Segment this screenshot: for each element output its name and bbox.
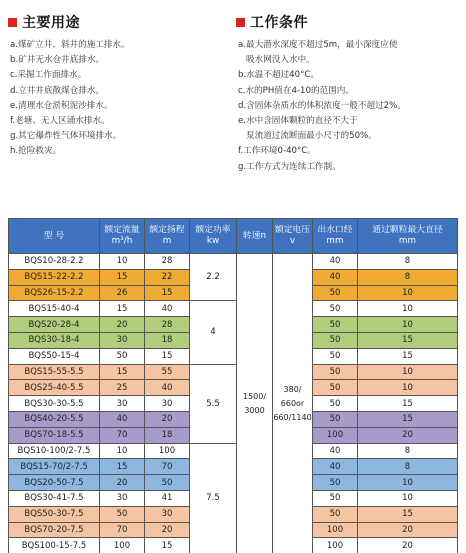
header-flow: [100, 219, 145, 254]
header-head-unit: m: [162, 236, 172, 246]
cell-flow: 20: [100, 317, 145, 333]
cell-model: BQS100-15-7.5: [9, 538, 100, 553]
cell-speed: 1500/ 3000: [237, 254, 273, 553]
header-head: [145, 219, 190, 254]
list-item: c.水的PH值在4-10的范围内。: [238, 85, 354, 96]
cell-outlet: 50: [313, 380, 358, 396]
cell-flow: 26: [100, 285, 145, 301]
cell-particle: 10: [358, 301, 458, 317]
cell-particle: 10: [358, 364, 458, 380]
specification-table: [8, 218, 458, 553]
table-header-row: [9, 219, 458, 254]
cell-head: 50: [145, 475, 190, 491]
cell-flow: 10: [100, 254, 145, 270]
cell-head: 15: [145, 538, 190, 553]
header-power: [190, 219, 237, 254]
cell-outlet: 50: [313, 285, 358, 301]
cell-head: 18: [145, 427, 190, 443]
cell-outlet: 50: [313, 348, 358, 364]
list-item: d.立井井底散煤仓排水。: [10, 85, 105, 96]
cell-power: 2.2: [190, 254, 237, 301]
cell-head: 30: [145, 506, 190, 522]
cell-head: 18: [145, 332, 190, 348]
list-item: e.水中含固体颗粒的直径不大于: [238, 116, 358, 127]
cell-flow: 50: [100, 506, 145, 522]
cell-outlet: 50: [313, 332, 358, 348]
cell-particle: 8: [358, 459, 458, 475]
red-square-icon: [236, 18, 245, 27]
table-row: [9, 443, 458, 459]
list-item: f.老塘、无人区涌水排水。: [10, 116, 110, 127]
cell-outlet: 50: [313, 317, 358, 333]
list-item: g.其它爆炸性气体环境排水。: [10, 131, 122, 142]
list-item: h.抢险救灾。: [10, 146, 62, 157]
table-row: [9, 364, 458, 380]
cell-particle: 15: [358, 411, 458, 427]
cell-flow: 15: [100, 364, 145, 380]
cell-particle: 10: [358, 475, 458, 491]
cell-outlet: 100: [313, 538, 358, 553]
list-item: b.水温不超过40°C。: [238, 70, 319, 81]
cell-head: 41: [145, 490, 190, 506]
cell-head: 22: [145, 269, 190, 285]
cell-flow: 40: [100, 411, 145, 427]
header-outlet: [313, 219, 358, 254]
header-power-label: 额定功率: [195, 225, 231, 235]
cell-head: 15: [145, 348, 190, 364]
header-outlet-label: 出水口经: [317, 225, 353, 235]
header-model: 型 号: [9, 219, 100, 254]
cell-particle: 20: [358, 427, 458, 443]
cell-particle: 10: [358, 285, 458, 301]
cell-flow: 30: [100, 332, 145, 348]
cell-flow: 15: [100, 301, 145, 317]
list-item: g.工作方式为连续工作制。: [238, 161, 341, 172]
cell-flow: 15: [100, 269, 145, 285]
cell-flow: 30: [100, 490, 145, 506]
working-conditions-header: [236, 12, 464, 32]
cell-power: 4: [190, 301, 237, 364]
cell-flow: 50: [100, 348, 145, 364]
cell-particle: 8: [358, 269, 458, 285]
cell-particle: 15: [358, 506, 458, 522]
cell-model: BQS70-18-5.5: [9, 427, 100, 443]
header-flow-unit: m³/h: [111, 236, 133, 246]
list-item: c.采掘工作面排水。: [10, 70, 87, 81]
cell-head: 100: [145, 443, 190, 459]
cell-model: BQS15-55-5.5: [9, 364, 100, 380]
table-body: [9, 254, 458, 553]
cell-head: 28: [145, 254, 190, 270]
cell-particle: 8: [358, 254, 458, 270]
cell-outlet: 40: [313, 443, 358, 459]
list-item: 泵流道过流断面最小尺寸的50%。: [246, 131, 377, 142]
cell-outlet: 50: [313, 301, 358, 317]
cell-particle: 10: [358, 490, 458, 506]
cell-outlet: 40: [313, 459, 358, 475]
working-conditions-section: [236, 12, 464, 175]
list-item: f.工作环境0-40°C。: [238, 146, 316, 157]
cell-outlet: 50: [313, 396, 358, 412]
main-uses-title: 主要用途: [22, 15, 80, 31]
cell-outlet: 50: [313, 364, 358, 380]
cell-outlet: 100: [313, 427, 358, 443]
cell-power: 7.5: [190, 443, 237, 553]
cell-head: 15: [145, 285, 190, 301]
header-voltage: 额定电压v: [273, 219, 313, 254]
cell-model: BQS20-50-7.5: [9, 475, 100, 491]
list-item: e.清理水仓淤积泥沙排水。: [10, 100, 113, 111]
header-particle-unit: mm: [398, 236, 417, 246]
cell-flow: 20: [100, 475, 145, 491]
header-particle-label: 通过颗粒最大直径: [372, 225, 443, 235]
cell-outlet: 50: [313, 490, 358, 506]
list-item: a.最大潜水深度不超过5m，最小深度应使: [238, 40, 398, 50]
cell-model: BQS20-28-4: [9, 317, 100, 333]
cell-particle: 15: [358, 348, 458, 364]
working-conditions-list: [236, 38, 464, 175]
cell-power: 5.5: [190, 364, 237, 443]
cell-outlet: 40: [313, 254, 358, 270]
cell-particle: 10: [358, 317, 458, 333]
cell-model: BQS30-41-7.5: [9, 490, 100, 506]
red-square-icon: [8, 18, 17, 27]
cell-particle: 20: [358, 538, 458, 553]
cell-particle: 10: [358, 380, 458, 396]
cell-flow: 70: [100, 522, 145, 538]
cell-model: BQS40-20-5.5: [9, 411, 100, 427]
header-power-unit: kw: [206, 236, 220, 246]
cell-flow: 15: [100, 459, 145, 475]
cell-head: 70: [145, 459, 190, 475]
cell-model: BQS10-100/2-7.5: [9, 443, 100, 459]
header-particle: [358, 219, 458, 254]
cell-model: BQS30-18-4: [9, 332, 100, 348]
header-speed: 转速n: [237, 219, 273, 254]
cell-model: BQS15-70/2-7.5: [9, 459, 100, 475]
main-uses-list: [8, 38, 218, 160]
cell-outlet: 40: [313, 269, 358, 285]
cell-outlet: 100: [313, 522, 358, 538]
cell-outlet: 50: [313, 411, 358, 427]
list-item: a.煤矿立井、斜井的施工排水。: [10, 40, 130, 50]
cell-head: 30: [145, 396, 190, 412]
cell-model: BQS26-15-2.2: [9, 285, 100, 301]
cell-particle: 8: [358, 443, 458, 459]
header-flow-label: 额定流量: [104, 225, 140, 235]
main-uses-header: [8, 12, 218, 32]
cell-flow: 30: [100, 396, 145, 412]
cell-model: BQS50-30-7.5: [9, 506, 100, 522]
cell-flow: 10: [100, 443, 145, 459]
cell-head: 28: [145, 317, 190, 333]
cell-model: BQS15-22-2.2: [9, 269, 100, 285]
cell-flow: 70: [100, 427, 145, 443]
cell-flow: 25: [100, 380, 145, 396]
working-conditions-title: 工作条件: [250, 15, 308, 31]
cell-outlet: 50: [313, 475, 358, 491]
cell-head: 40: [145, 380, 190, 396]
cell-model: BQS70-20-7.5: [9, 522, 100, 538]
cell-model: BQS15-40-4: [9, 301, 100, 317]
cell-flow: 100: [100, 538, 145, 553]
cell-model: BQS50-15-4: [9, 348, 100, 364]
cell-model: BQS10-28-2.2: [9, 254, 100, 270]
cell-voltage: 380/ 660or 660/1140: [273, 254, 313, 553]
header-outlet-unit: mm: [326, 236, 344, 246]
table-row: [9, 301, 458, 317]
list-item: d.含固体杂质水的体积浓度一般不超过2%。: [238, 100, 406, 111]
cell-outlet: 50: [313, 506, 358, 522]
main-uses-section: [8, 12, 218, 160]
cell-head: 55: [145, 364, 190, 380]
table-row: [9, 254, 458, 270]
cell-head: 40: [145, 301, 190, 317]
cell-particle: 20: [358, 522, 458, 538]
cell-model: BQS25-40-5.5: [9, 380, 100, 396]
cell-head: 20: [145, 411, 190, 427]
list-item: b.矿井无水仓井底排水。: [10, 55, 105, 66]
cell-particle: 15: [358, 396, 458, 412]
header-head-label: 额定扬程: [149, 225, 185, 235]
cell-model: BQS30-30-5.5: [9, 396, 100, 412]
cell-head: 20: [145, 522, 190, 538]
list-item: 吸水网没入水中。: [246, 55, 315, 66]
cell-particle: 15: [358, 332, 458, 348]
